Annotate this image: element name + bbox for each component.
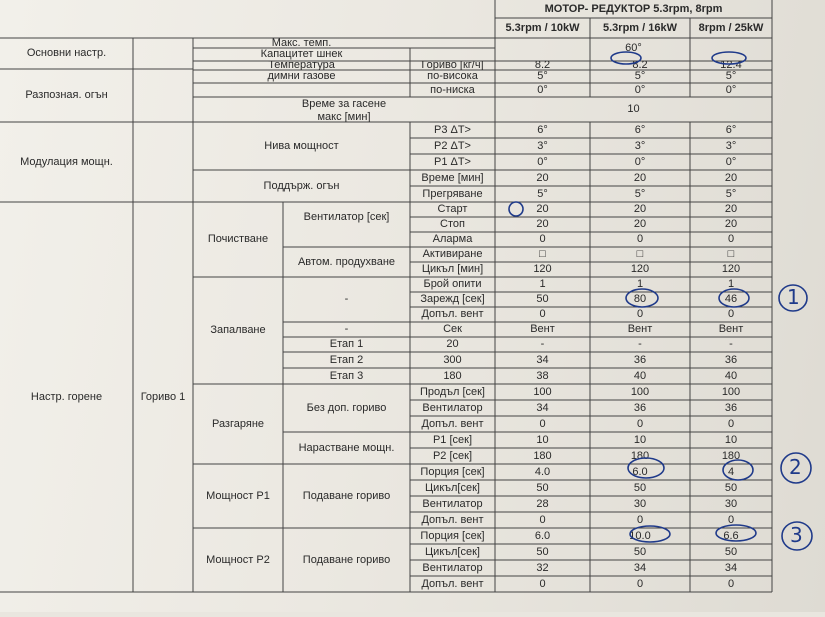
value-cell: Вент xyxy=(718,323,744,335)
value-cell: 20 xyxy=(633,218,647,230)
param-start: Старт xyxy=(437,203,468,215)
value-cell: 0 xyxy=(636,417,644,430)
value-cell: 6° xyxy=(725,123,737,136)
value-cell: 50 xyxy=(724,545,738,558)
value-cell: 0 xyxy=(727,308,735,320)
param-alarm: Аларма xyxy=(432,233,473,245)
annotation-number: 3 xyxy=(790,523,803,547)
value-cell: 5° xyxy=(537,187,548,200)
value-cell: 180 xyxy=(721,449,741,462)
param-extinguish-time: Време за гасене xyxy=(301,98,387,110)
value-cell: 3° xyxy=(537,139,548,152)
value-cell: □ xyxy=(636,248,644,260)
value-cell: 3° xyxy=(634,139,646,152)
value-cell: 20 xyxy=(724,171,738,184)
value-cell: 100 xyxy=(630,385,650,398)
group-basic: Основни настр. xyxy=(26,47,107,59)
value-cell: 50 xyxy=(633,545,647,558)
value-max-temp: 60° xyxy=(625,41,642,54)
param-keep-fire: Поддърж. огън xyxy=(263,179,340,192)
value-cell: 3° xyxy=(725,139,737,152)
value-cell: 46 xyxy=(724,293,738,305)
value-cell: 5° xyxy=(634,187,646,200)
value-cell: 38 xyxy=(536,369,549,382)
param-cycle-sec: Цикъл[сек] xyxy=(425,545,480,558)
value-cell: 0 xyxy=(727,577,735,590)
value-cell: 10 xyxy=(536,433,549,446)
value-cell: 5° xyxy=(725,187,737,200)
group-flame: Разпозная. огън xyxy=(25,89,108,101)
value-cell: 0 xyxy=(539,513,546,526)
param-stage2: Етап 2 xyxy=(329,353,364,366)
value-cell: 0 xyxy=(539,233,546,245)
value-cell: 20 xyxy=(536,203,549,215)
value-cell: 0° xyxy=(634,83,646,96)
param-higher: по-висока xyxy=(427,70,478,82)
param-overheat: Прегряване xyxy=(422,187,483,200)
param-extra-fan: Допъл. вент xyxy=(421,417,484,430)
value-cell: 0° xyxy=(634,155,646,168)
param-p2: P2 ΔT> xyxy=(433,139,471,152)
value-cell: 0° xyxy=(725,83,737,96)
param-load: Зарежд [сек] xyxy=(420,293,485,305)
value-cell: 5° xyxy=(634,70,646,82)
subgroup-ignition: Запалване xyxy=(210,324,266,336)
value-cell: 120 xyxy=(630,263,650,275)
param-fuel-feed: Подаване гориво xyxy=(302,553,391,566)
value-cell: 0° xyxy=(537,83,548,96)
param-max-temp: Макс. темп. xyxy=(271,38,332,48)
value-cell: 40 xyxy=(724,369,738,382)
value-cell: 50 xyxy=(633,481,647,494)
value-cell: Вент xyxy=(530,323,555,335)
param-stage3-sec: 180 xyxy=(443,369,462,382)
value-cell: 50 xyxy=(536,293,549,305)
param-flue-gas: димни газове xyxy=(267,70,336,82)
value-cell: 40 xyxy=(633,369,647,382)
value-cell: 180 xyxy=(533,449,552,462)
value-cell: 120 xyxy=(533,263,552,275)
value-cell: 28 xyxy=(536,497,549,510)
column-header: 5.3rpm / 16kW xyxy=(603,21,677,34)
param-auto-blow: Автом. продухване xyxy=(297,255,396,268)
param-extra-fan: Допъл. вент xyxy=(421,513,484,526)
value-cell: 34 xyxy=(536,401,549,414)
value-cell: 20 xyxy=(536,171,549,184)
value-cell: 20 xyxy=(633,203,647,215)
value-cell: □ xyxy=(727,248,735,260)
param-fan: Вентилатор xyxy=(422,561,483,574)
annotation-number: 1 xyxy=(787,285,800,309)
value-cell: 20 xyxy=(633,171,647,184)
param-duration: Продъл [сек] xyxy=(420,385,485,398)
value-cell: 4 xyxy=(727,465,735,478)
param-stage1: Етап 1 xyxy=(329,338,364,350)
value-cell: 1 xyxy=(539,278,546,290)
value-cell: 32 xyxy=(536,561,549,574)
param-p2-sec: P2 [сек] xyxy=(432,449,473,462)
param-fan-sec: Вентилатор [сек] xyxy=(303,210,390,223)
subgroup-heating: Разгаряне xyxy=(211,417,265,430)
column-header: 5.3rpm / 10kW xyxy=(505,21,580,34)
param-cycle-min: Цикъл [мин] xyxy=(421,263,484,275)
param-stop: Стоп xyxy=(440,218,465,230)
value-cell: 6.0 xyxy=(534,529,551,542)
param-no-fuel: Без доп. гориво xyxy=(306,401,387,414)
value-extinguish: 10 xyxy=(627,103,640,115)
value-cell: 100 xyxy=(721,385,741,398)
value-cell: 30 xyxy=(633,497,647,510)
value-cell: 0 xyxy=(636,513,644,526)
param-power-level: Нива мощност xyxy=(264,139,339,152)
group-combustion: Настр. горене xyxy=(30,390,103,403)
value-cell: 0 xyxy=(727,513,735,526)
value-cell: 5° xyxy=(537,70,548,82)
value-cell: 8.2 xyxy=(534,61,551,70)
value-cell: 0 xyxy=(539,417,546,430)
param-extra-fan: Допъл. вент xyxy=(421,308,484,320)
param-stage1-sec: 20 xyxy=(446,338,459,350)
value-cell: 50 xyxy=(724,481,738,494)
param-fan: Вентилатор xyxy=(422,401,483,414)
param-extra-fan: Допъл. вент xyxy=(421,577,484,590)
value-cell: 1 xyxy=(727,278,735,290)
param-dash: - xyxy=(344,293,349,305)
value-cell: 36 xyxy=(633,401,647,414)
value-cell: Вент xyxy=(627,323,653,335)
value-cell: 0 xyxy=(727,233,735,245)
header-title: МОТОР- РЕДУКТОР 5.3rpm, 8rpm xyxy=(544,2,723,15)
param-sec: Сек xyxy=(443,323,462,335)
subgroup-cleaning: Почистване xyxy=(207,233,269,245)
value-cell: 6.0 xyxy=(632,465,648,478)
value-cell: 36 xyxy=(724,401,738,414)
param-p1: P1 ΔT> xyxy=(433,155,471,168)
value-cell: - xyxy=(638,338,642,350)
param-fuel-unit: Гориво [кг/ч] xyxy=(421,61,484,70)
subgroup-power2: Мощност Р2 xyxy=(206,553,270,566)
param-portion: Порция [сек] xyxy=(420,465,485,478)
param-cycle-sec: Цикъл[сек] xyxy=(425,481,480,494)
param-max-min: макс [мин] xyxy=(317,112,371,122)
value-cell: 120 xyxy=(721,263,741,275)
param-attempts: Брой опити xyxy=(423,278,482,290)
group-fuel1: Гориво 1 xyxy=(140,390,186,403)
value-cell: 100 xyxy=(533,385,552,398)
value-cell: 0° xyxy=(537,155,548,168)
value-cell: 36 xyxy=(633,353,647,366)
value-cell: 0 xyxy=(636,308,644,320)
value-cell: 36 xyxy=(724,353,738,366)
value-cell: 5° xyxy=(725,70,737,82)
value-cell: 180 xyxy=(630,449,650,462)
value-cell: 8.2 xyxy=(632,61,648,70)
value-cell: 30 xyxy=(724,497,738,510)
param-dash: - xyxy=(344,323,349,335)
value-cell: 0 xyxy=(727,417,735,430)
value-cell: 6° xyxy=(634,123,646,136)
value-cell: 6° xyxy=(537,123,548,136)
column-header: 8rpm / 25kW xyxy=(698,21,764,34)
value-cell: 0 xyxy=(636,233,644,245)
param-flue-temp: Температура xyxy=(268,61,335,70)
value-cell: 0 xyxy=(539,577,546,590)
value-cell: 0 xyxy=(539,308,546,320)
param-fan: Вентилатор xyxy=(422,497,483,510)
value-cell: 0° xyxy=(725,155,737,168)
annotation-number: 2 xyxy=(789,455,802,479)
value-cell: 10 xyxy=(633,433,647,446)
subgroup-power1: Мощност Р1 xyxy=(206,489,270,502)
value-cell: 20 xyxy=(724,203,738,215)
value-cell: 12.4 xyxy=(720,61,742,70)
param-activate: Активиране xyxy=(422,248,483,260)
value-cell: 50 xyxy=(536,481,549,494)
value-cell: 10 xyxy=(724,433,738,446)
value-cell: 80 xyxy=(633,293,647,305)
value-cell: □ xyxy=(539,248,546,260)
value-cell: 34 xyxy=(633,561,647,574)
param-p3: P3 ΔT> xyxy=(433,123,471,136)
value-cell: 50 xyxy=(536,545,549,558)
param-stage2-sec: 300 xyxy=(443,353,462,366)
value-cell: 1 xyxy=(636,278,644,290)
param-auger-capacity: Капацитет шнек xyxy=(260,48,343,60)
value-cell: 34 xyxy=(536,353,549,366)
value-cell: - xyxy=(729,338,733,350)
param-fuel-feed: Подаване гориво xyxy=(302,489,391,502)
param-stage3: Етап 3 xyxy=(329,369,364,382)
param-p1-sec: P1 [сек] xyxy=(432,433,473,446)
value-cell: 6.6 xyxy=(723,529,739,542)
group-modulation: Модулация мощн. xyxy=(20,155,113,168)
param-ramp-power: Нарастване мощн. xyxy=(298,441,395,454)
value-cell: 10.0 xyxy=(629,529,651,542)
value-cell: 20 xyxy=(724,218,738,230)
value-cell: 34 xyxy=(724,561,738,574)
value-cell: 4.0 xyxy=(534,465,551,478)
param-time: Време [мин] xyxy=(421,171,484,184)
param-lower: по-ниска xyxy=(430,83,475,96)
param-portion: Порция [сек] xyxy=(420,529,485,542)
value-cell: 0 xyxy=(636,577,644,590)
value-cell: 20 xyxy=(536,218,549,230)
value-cell: - xyxy=(540,338,545,350)
